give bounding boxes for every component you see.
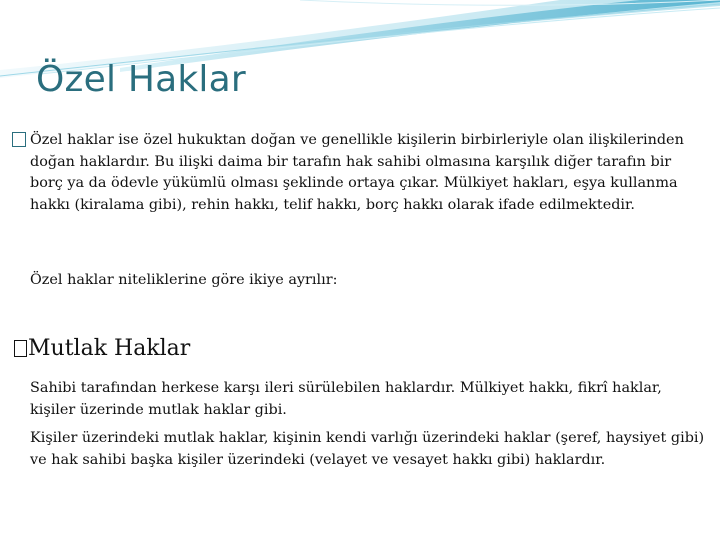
section-heading xyxy=(14,334,190,364)
classification-paragraph: Özel haklar niteliklerine göre ikiye ayrılır: xyxy=(30,272,338,288)
section-heading-text: Mutlak Haklar xyxy=(28,336,191,361)
intro-paragraph xyxy=(30,130,695,216)
box-bullet-icon xyxy=(14,340,27,357)
absolute-rights-detail: Kişiler üzerindeki mutlak haklar, kişinin kendi varlığı üzerindeki haklar (şeref, haysiyet gibi) ve hak sahibi başka kişiler üzerindeki (velayet ve vesayet hakkı gibi) haklardır. xyxy=(30,430,705,468)
intro-paragraph-text: Özel haklar ise özel hukuktan doğan ve genellikle kişilerin birbirleriyle olan ilişkilerinden doğan haklardır. Bu ilişki daima bir tarafın hak sahibi olmasına karşılık diğer tarafın bir borç ya da ödevle yükümlü olması şeklinde ortaya çıkar. Mülkiyet hakları, eşya kullanma hakkı (kiralama gibi), rehin hakkı, telif hakkı, borç hakkı olarak ifade edilmektedir. xyxy=(30,132,684,213)
slide-title: Özel Haklar xyxy=(36,59,246,100)
box-bullet-icon xyxy=(12,131,26,153)
absolute-rights-definition: Sahibi tarafından herkese karşı ileri sürülebilen haklardır. Mülkiyet hakkı, fikrî haklar, kişiler üzerinde mutlak haklar gibi. xyxy=(30,380,662,418)
